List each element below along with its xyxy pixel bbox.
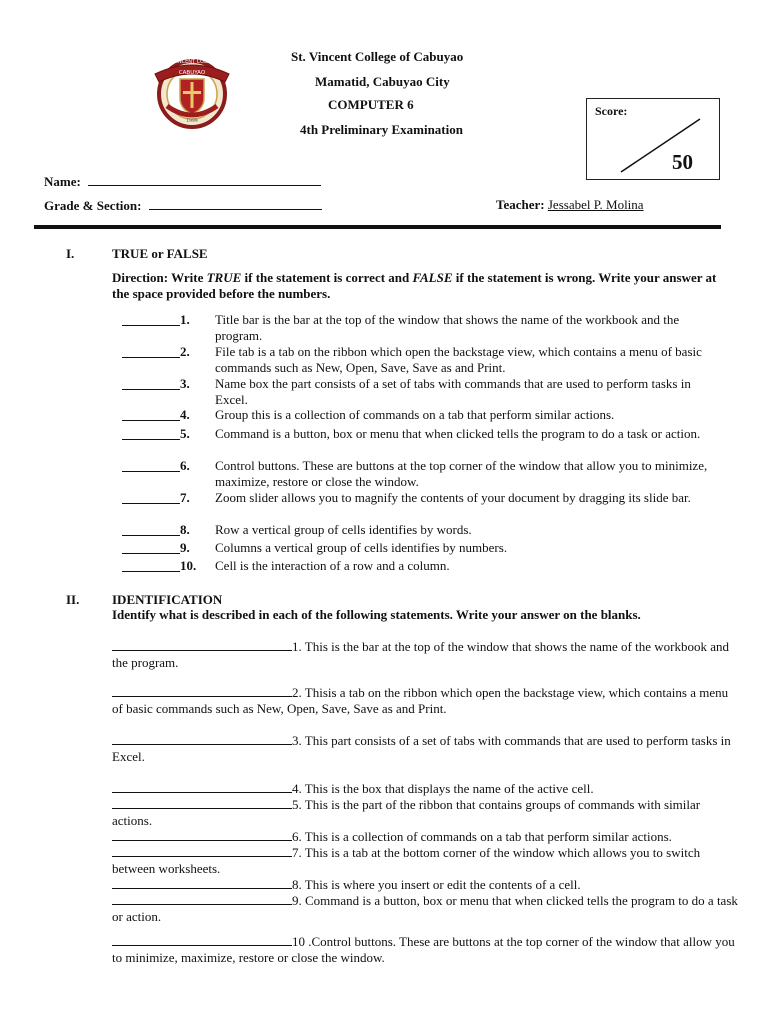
item-number: 2. [180,344,190,359]
section1-direction [112,270,727,302]
item-number: 8. [180,522,190,537]
teacher-name: Jessabel P. Molina [547,197,644,212]
name-label: Name: [44,174,81,189]
item-number: 4. [180,407,190,422]
item-statement: 2. Thisis a tab on the ribbon which open the backstage view, which contains a menu of basic commands such as New, Open, Save, Save as and Print. [112,685,729,716]
section2-direction: Identify what is described in each of the following statements. Write your answer on the blanks. [112,607,641,622]
item-statement: Columns a vertical group of cells identifies by numbers. [215,540,508,555]
direction-text: if the statement is correct and [241,270,413,285]
school-seal-logo [151,54,233,130]
school-name: St. Vincent College of Cabuyao [291,49,464,64]
score-total: 50 [672,150,693,174]
identification-item [112,796,740,829]
answer-blank[interactable] [112,828,292,841]
logo-year: 1999 [186,119,198,124]
item-number: 9. [180,540,190,555]
teacher-field [496,197,644,213]
item-statement: Row a vertical group of cells identifies by words. [215,522,472,537]
direction-false-word: FALSE [412,270,453,285]
identification-item [112,780,740,797]
item-statement: 8. This is where you insert or edit the contents of a cell. [292,877,581,892]
item-statement: File tab is a tab on the ribbon which open the backstage view, which contains a menu of basic commands such as New, Open, Save, Save as and Print. [215,344,702,375]
score-label: Score: [595,104,628,118]
identification-item [112,828,740,845]
answer-blank[interactable] [122,540,180,554]
answer-blank[interactable] [112,876,292,889]
identification-item [112,638,740,671]
item-statement: Name box the part consists of a set of tabs with commands that are used to perform tasks in Excel. [215,376,691,407]
item-number: 6. [180,458,190,473]
identification-item [112,876,740,893]
direction-text: Direction: Write [112,270,207,285]
exam-title: 4th Preliminary Examination [300,122,463,137]
score-box [586,98,720,180]
item-statement: 10 .Control buttons. These are buttons at the top corner of the window that allow you to minimize, maximize, restore or close the window. [112,934,735,965]
grade-section-field [44,197,322,214]
answer-blank[interactable] [112,933,292,946]
item-statement: Group this is a collection of commands on a tab that perform similar actions. [215,407,615,422]
answer-blank[interactable] [122,558,180,572]
answer-blank[interactable] [122,522,180,536]
identification-item [112,933,740,966]
section1-title: TRUE or FALSE [112,246,208,261]
item-statement: Control buttons. These are buttons at the top corner of the window that allow you to minimize, maximize, restore or close the window. [215,458,708,489]
item-statement: Title bar is the bar at the top of the window that shows the name of the workbook and the program. [215,312,680,343]
item-statement: 1. This is the bar at the top of the window that shows the name of the workbook and the program. [112,639,729,670]
answer-blank[interactable] [112,892,292,905]
identification-item [112,844,740,877]
teacher-label: Teacher: [496,197,545,212]
logo-bottom-text: CABUYAO [178,70,206,76]
answer-blank[interactable] [122,376,180,390]
answer-blank[interactable] [112,732,292,745]
answer-blank[interactable] [122,344,180,358]
answer-blank[interactable] [112,638,292,651]
identification-item [112,684,740,717]
item-statement: 4. This is the box that displays the name of the active cell. [292,781,594,796]
item-statement: Cell is the interaction of a row and a column. [215,558,450,573]
item-statement: 6. This is a collection of commands on a tab that perform similar actions. [292,829,672,844]
answer-blank[interactable] [112,796,292,809]
identification-item [112,892,740,925]
answer-blank[interactable] [112,684,292,697]
item-number: 7. [180,490,190,505]
answer-blank[interactable] [122,407,180,421]
item-number: 1. [180,312,190,327]
answer-blank[interactable] [112,844,292,857]
header-divider [34,225,721,229]
identification-item [112,732,740,765]
item-statement: Zoom slider allows you to magnify the contents of your document by dragging its slide bar. [215,490,691,505]
name-field [44,173,321,190]
item-statement: 9. Command is a button, box or menu that when clicked tells the program to do a task or action. [112,893,738,924]
answer-blank[interactable] [122,458,180,472]
section2-title: IDENTIFICATION [112,592,223,607]
name-blank[interactable] [88,173,321,186]
grade-section-blank[interactable] [149,197,322,210]
item-number: 5. [180,426,190,441]
section1-number: I. [66,246,75,261]
subject-title: COMPUTER 6 [328,97,414,112]
item-statement: 3. This part consists of a set of tabs with commands that are used to perform tasks in Excel. [112,733,731,764]
grade-section-label: Grade & Section: [44,198,142,213]
answer-blank[interactable] [122,312,180,326]
answer-blank[interactable] [122,426,180,440]
logo-top-text: ST. VINCENT COLLEGE [164,59,220,65]
direction-true-word: TRUE [206,270,242,285]
item-statement: 7. This is a tab at the bottom corner of the window which allows you to switch between worksheets. [112,845,701,876]
item-statement: Command is a button, box or menu that when clicked tells the program to do a task or action. [215,426,701,441]
item-number: 3. [180,376,190,391]
school-address: Mamatid, Cabuyao City [315,74,450,89]
item-number: 10. [180,558,197,573]
direction-text: if the statement is wrong. Write your answer at the space provided before the numbers. [112,270,717,301]
answer-blank[interactable] [122,490,180,504]
answer-blank[interactable] [112,780,292,793]
item-statement: 5. This is the part of the ribbon that contains groups of commands with similar actions. [112,797,701,828]
section2-number: II. [66,592,80,607]
